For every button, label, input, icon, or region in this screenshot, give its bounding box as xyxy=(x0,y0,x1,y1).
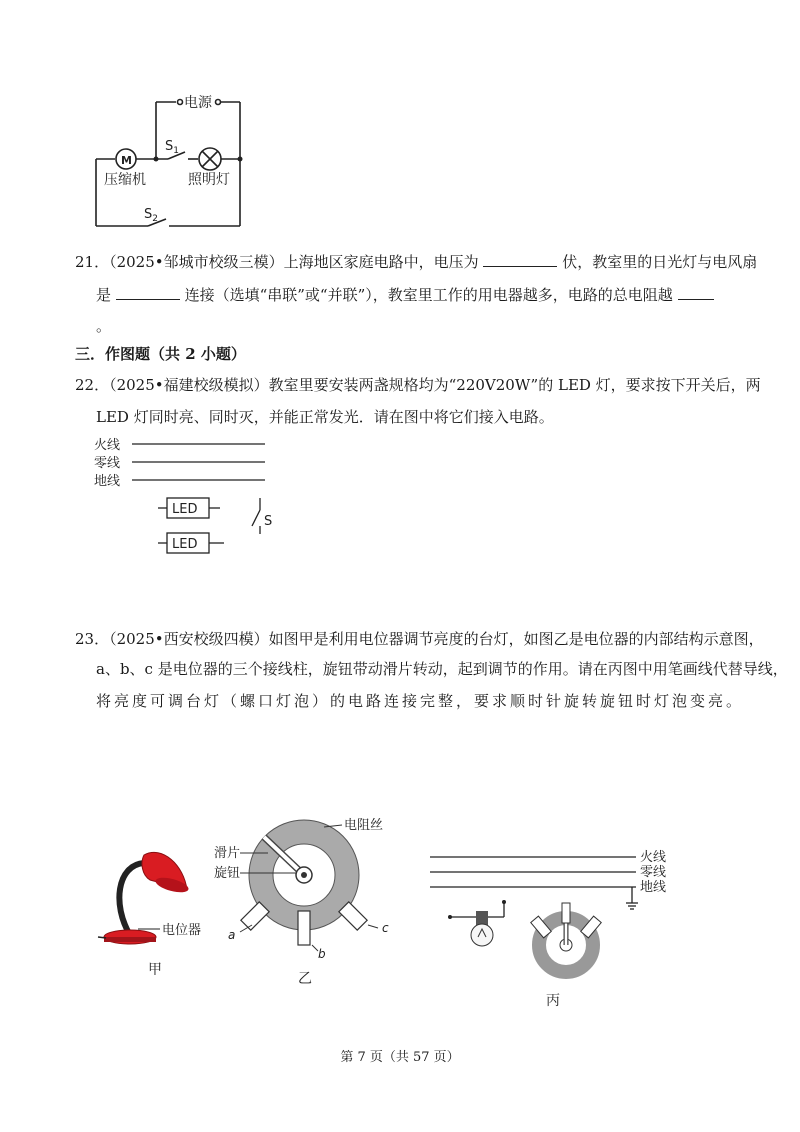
knob-label: 旋钮 xyxy=(214,866,241,881)
terminal-a-label: a xyxy=(228,928,236,942)
question-21-line2: 是 连接（选填“串联”或“并联”），教室里工作的用电器越多，电路的总电阻越 xyxy=(96,285,714,305)
household-circuit-figure xyxy=(428,845,674,1010)
caption-bing: 丙 xyxy=(546,993,560,1009)
led-2-label: LED xyxy=(172,537,198,552)
question-21-line3: 。 xyxy=(96,317,112,335)
live-wire-label: 火线 xyxy=(640,850,667,865)
s1-label: $S_1$ xyxy=(165,139,179,156)
led-wiring-figure xyxy=(92,430,292,555)
page-footer: 第 7 页（共 57 页） xyxy=(340,1050,460,1065)
power-label: 电源 xyxy=(184,95,212,111)
led-1-label: LED xyxy=(172,502,198,517)
question-22-line2: LED 灯同时亮、同时灭，并能正常发光．请在图中将它们接入电路。 xyxy=(96,408,554,426)
resistor-wire-label: 电阻丝 xyxy=(344,818,384,833)
motor-symbol: M xyxy=(121,154,132,167)
ground-wire-label: 地线 xyxy=(94,474,121,489)
question-22-line1: 22．（2025•福建校级模拟）教室里要安装两盏规格均为“220V20W”的 LED 灯，要求按下开关后，两 xyxy=(75,376,761,394)
terminal-b-label: b xyxy=(318,947,326,961)
answer-blank-voltage[interactable] xyxy=(483,252,557,267)
question-source: （2025•邹城市校级三模） xyxy=(109,253,284,271)
switch-label: S xyxy=(264,514,273,529)
motor-label: 压缩机 xyxy=(104,172,146,188)
question-number: 22． xyxy=(75,376,110,394)
question-number: 23． xyxy=(75,630,110,648)
caption-jia: 甲 xyxy=(148,962,162,975)
neutral-wire-label: 零线 xyxy=(94,456,121,471)
question-23-line3: 将亮度可调台灯（螺口灯泡）的电路连接完整，要求顺时针旋转旋钮时灯泡变亮。 xyxy=(96,692,745,710)
section-title: 三．作图题（共 2 小题） xyxy=(75,345,246,363)
answer-blank-connection[interactable] xyxy=(116,285,180,300)
desk-lamp-figure xyxy=(92,845,212,975)
question-23-line2: a、b、c 是电位器的三个接线柱，旋钮带动滑片转动，起到调节的作用。请在丙图中用笔画线代替导线， xyxy=(96,660,788,678)
question-21-line1: 21．（2025•邹城市校级三模）上海地区家庭电路中，电压为 伏，教室里的日光灯与电风扇 xyxy=(75,253,758,271)
compressor-lamp-circuit xyxy=(88,92,258,232)
question-source: （2025•西安校级四模） xyxy=(109,630,269,648)
answer-blank-resistance[interactable] xyxy=(678,285,714,300)
question-number: 21． xyxy=(75,253,110,271)
potentiometer-structure-figure xyxy=(212,815,408,990)
caption-yi: 乙 xyxy=(298,971,312,987)
potentiometer-label: 电位器 xyxy=(162,923,202,938)
ground-wire-label: 地线 xyxy=(640,880,667,895)
live-wire-label: 火线 xyxy=(94,438,121,453)
s2-label: $S_2$ xyxy=(144,207,158,224)
question-source: （2025•福建校级模拟） xyxy=(109,376,269,394)
lamp-label: 照明灯 xyxy=(188,172,230,188)
terminal-c-label: c xyxy=(382,921,389,935)
neutral-wire-label: 零线 xyxy=(640,865,667,880)
slider-label: 滑片 xyxy=(214,846,241,861)
question-23-line1: 23．（2025•西安校级四模）如图甲是利用电位器调节亮度的台灯，如图乙是电位器的内部结构示意图， xyxy=(75,630,764,648)
